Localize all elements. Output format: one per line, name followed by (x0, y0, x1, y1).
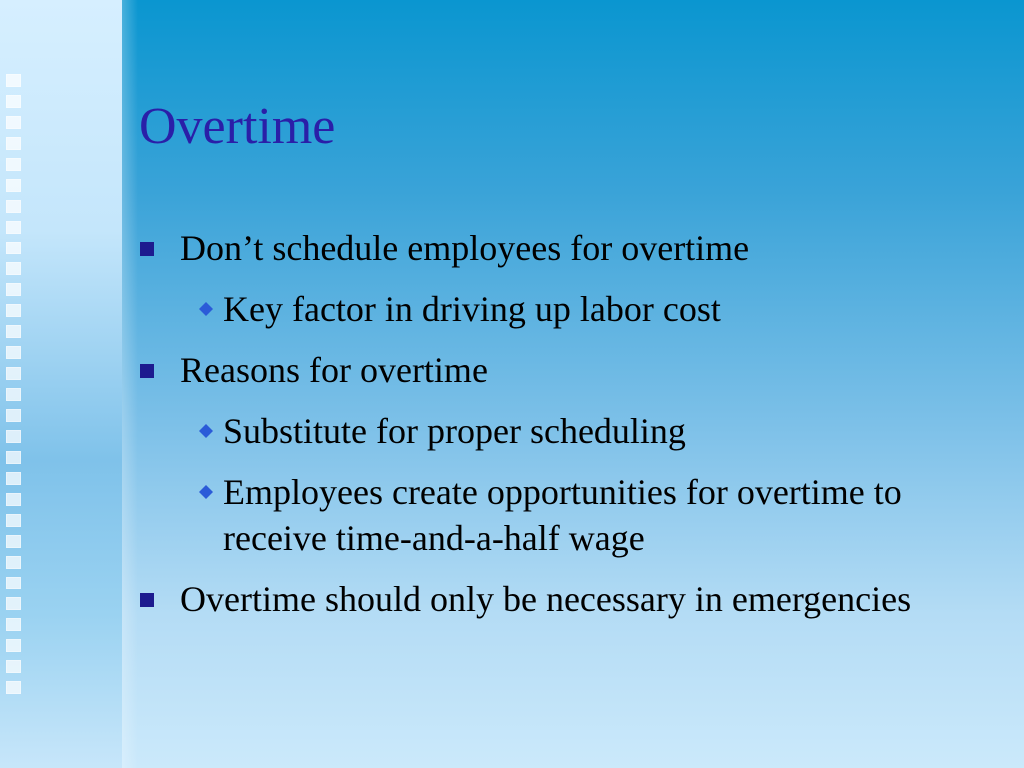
decorative-square (6, 681, 21, 694)
decorative-square (6, 242, 21, 255)
decorative-square (6, 137, 21, 150)
square-bullet-icon (140, 593, 154, 607)
decorative-square (6, 472, 21, 485)
decorative-square (6, 430, 21, 443)
decorative-square (6, 535, 21, 548)
sub-bullet-item (140, 286, 1000, 332)
decorative-square (6, 95, 21, 108)
decorative-square (6, 409, 21, 422)
sub-bullet-item (140, 408, 1000, 454)
square-bullet-icon (140, 364, 154, 378)
bullet-text: Reasons for overtime (180, 350, 488, 390)
bullet-list (140, 225, 1000, 637)
decorative-square (6, 304, 21, 317)
decorative-square (6, 221, 21, 234)
decorative-square (6, 200, 21, 213)
decorative-square (6, 283, 21, 296)
decorative-square (6, 618, 21, 631)
decorative-square (6, 493, 21, 506)
decorative-square (6, 158, 21, 171)
bullet-item (140, 347, 1000, 393)
decorative-square (6, 556, 21, 569)
sub-bullet-text: Employees create opportunities for overtime to receive time-and-a-half wage (223, 472, 902, 558)
diamond-bullet-icon (193, 408, 219, 454)
slide-title: Overtime (139, 98, 336, 155)
decorative-square (6, 325, 21, 338)
sub-bullet-item (140, 469, 1000, 561)
decorative-square (6, 451, 21, 464)
bullet-text: Don’t schedule employees for overtime (180, 228, 750, 268)
decorative-square (6, 639, 21, 652)
decorative-square (6, 367, 21, 380)
decorative-square (6, 388, 21, 401)
sub-bullet-text: Substitute for proper scheduling (223, 411, 686, 451)
square-column-decoration (6, 74, 22, 694)
left-decorative-band (0, 0, 122, 768)
decorative-square (6, 577, 21, 590)
decorative-square (6, 514, 21, 527)
sub-bullet-text: Key factor in driving up labor cost (223, 289, 721, 329)
decorative-square (6, 346, 21, 359)
square-bullet-icon (140, 242, 154, 256)
diamond-bullet-icon (193, 469, 219, 515)
decorative-square (6, 74, 21, 87)
decorative-square (6, 116, 21, 129)
decorative-square (6, 597, 21, 610)
decorative-square (6, 262, 21, 275)
bullet-text: Overtime should only be necessary in emergencies (180, 579, 912, 619)
decorative-square (6, 179, 21, 192)
decorative-square (6, 660, 21, 673)
diamond-bullet-icon (193, 286, 219, 332)
bullet-item (140, 576, 1000, 622)
bullet-item (140, 225, 1000, 271)
